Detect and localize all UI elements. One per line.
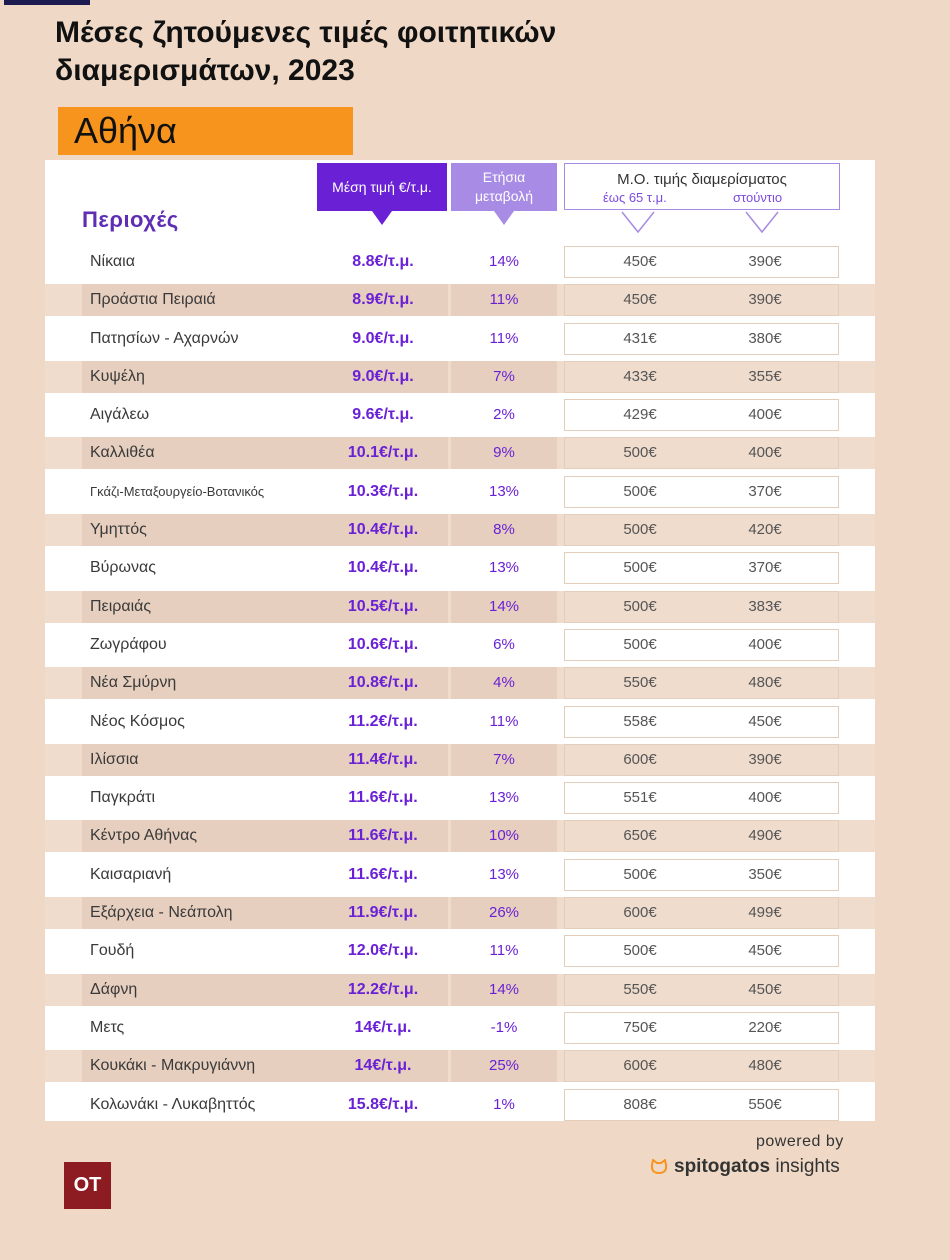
table-row <box>45 550 875 588</box>
header-change <box>451 163 557 211</box>
cell-price: 8.8€/τ.μ. <box>352 253 414 270</box>
cell-price: 11.4€/τ.μ. <box>348 750 418 768</box>
cell-change: 14% <box>488 597 520 615</box>
table-row <box>45 1010 875 1048</box>
cell-change: 8% <box>493 521 515 539</box>
cell-change: 11% <box>489 329 519 347</box>
cell-studio: 390€ <box>748 253 782 270</box>
header-price-pointer <box>372 211 392 225</box>
cell-studio: 350€ <box>748 865 782 883</box>
cell-area: Παγκράτι <box>90 789 156 807</box>
cell-price: 10.4€/τ.μ. <box>347 559 419 577</box>
cell-price: 10.6€/τ.μ. <box>347 635 419 653</box>
cell-price: 10.4€/τ.μ. <box>347 521 419 539</box>
table-row <box>45 397 875 435</box>
cell-studio: 400€ <box>748 789 782 807</box>
cell-price: 10.8€/τ.μ. <box>347 674 419 692</box>
table-row <box>45 818 875 856</box>
cell-area: Κουκάκι - Μακρυγιάννη <box>90 1057 256 1075</box>
cell-change: 1% <box>493 1095 515 1113</box>
cell-change: 4% <box>493 674 515 692</box>
cell-price: 12.0€/τ.μ. <box>347 942 419 960</box>
cell-studio: 370€ <box>748 482 782 500</box>
cell-studio: 499€ <box>748 904 782 922</box>
cell-studio: 550€ <box>748 1095 782 1113</box>
table-row <box>45 244 875 282</box>
header-avg-upto65: έως 65 τ.μ. <box>603 190 667 205</box>
cell-upto65: 500€ <box>623 942 657 960</box>
cell-studio: 355€ <box>748 367 782 385</box>
cell-price: 10.5€/τ.μ. <box>347 597 419 615</box>
cell-price: 15.8€/τ.μ. <box>347 1095 419 1113</box>
cell-upto65: 600€ <box>623 1057 657 1075</box>
table-row <box>45 512 875 550</box>
cell-area: Εξάρχεια - Νεάπολη <box>90 904 233 922</box>
cell-upto65: 600€ <box>623 750 657 768</box>
cell-area: Βύρωνας <box>90 559 156 577</box>
header-change-line2: μεταβολή <box>474 188 534 204</box>
cell-area: Κέντρο Αθήνας <box>90 827 198 845</box>
brand-bold: spitogatos <box>674 1156 771 1177</box>
header-price: Μέση τιμή €/τ.μ. <box>317 163 447 211</box>
cell-area: Ιλίσσια <box>90 750 139 768</box>
cell-change: 11% <box>489 712 519 730</box>
table-row <box>45 972 875 1010</box>
cell-price: 14€/τ.μ. <box>354 1057 412 1075</box>
cell-area: Δάφνη <box>90 980 138 998</box>
cell-upto65: 600€ <box>623 904 657 922</box>
cell-change: 25% <box>488 1057 520 1075</box>
cell-studio: 480€ <box>748 674 782 692</box>
cell-studio: 390€ <box>748 750 782 768</box>
cell-upto65: 558€ <box>623 712 657 730</box>
table-row <box>45 282 875 320</box>
table-row <box>45 857 875 895</box>
table-row <box>45 627 875 665</box>
cell-price: 9.0€/τ.μ. <box>352 367 414 385</box>
cell-studio: 370€ <box>748 559 782 577</box>
cell-change: 7% <box>493 367 515 385</box>
cell-upto65: 433€ <box>623 367 657 385</box>
cell-area: Κολωνάκι - Λυκαβηττός <box>90 1095 256 1113</box>
cell-upto65: 500€ <box>623 597 657 615</box>
cell-studio: 400€ <box>748 444 782 462</box>
cell-change: 13% <box>488 482 520 500</box>
cell-upto65: 550€ <box>623 980 657 998</box>
cell-upto65: 500€ <box>623 444 657 462</box>
cell-upto65: 500€ <box>623 865 657 883</box>
cell-upto65: 431€ <box>623 329 657 347</box>
table-row <box>45 359 875 397</box>
table-row <box>45 895 875 933</box>
cell-studio: 383€ <box>748 597 782 615</box>
table-row <box>45 933 875 971</box>
cell-change: 13% <box>488 559 520 577</box>
header-avg <box>564 163 840 210</box>
cell-price: 8.9€/τ.μ. <box>352 291 414 309</box>
cell-area: Νέα Σμύρνη <box>90 674 177 692</box>
cell-studio: 450€ <box>748 712 782 730</box>
cell-studio: 390€ <box>748 291 782 309</box>
cell-change: 11% <box>489 942 519 960</box>
table-row <box>45 1087 875 1125</box>
cell-area: Αιγάλεω <box>90 406 150 424</box>
table-row <box>45 321 875 359</box>
cell-upto65: 650€ <box>623 827 657 845</box>
cell-upto65: 500€ <box>623 482 657 500</box>
cell-change: 10% <box>488 827 520 845</box>
cell-change: 26% <box>488 904 520 922</box>
cell-area: Προάστια Πειραιά <box>90 291 216 309</box>
cell-area: Ζωγράφου <box>90 635 167 653</box>
header-region: Περιοχές <box>82 207 179 232</box>
table-row <box>45 665 875 703</box>
cell-upto65: 500€ <box>623 635 657 653</box>
cell-change: -1% <box>490 1018 518 1036</box>
header-avg-studio: στούντιο <box>733 190 783 205</box>
cell-price: 12.2€/τ.μ. <box>347 980 419 998</box>
cell-change: 7% <box>493 750 515 768</box>
table-row <box>45 474 875 512</box>
cell-price: 11.6€/τ.μ. <box>348 827 418 845</box>
brand-logo <box>650 1156 840 1178</box>
cell-price: 11.2€/τ.μ. <box>348 712 418 730</box>
table-row <box>45 1048 875 1086</box>
header-avg-title: Μ.Ο. τιμής διαμερίσματος <box>617 171 787 188</box>
cell-studio: 400€ <box>748 406 782 424</box>
cell-change: 2% <box>493 406 515 424</box>
cell-upto65: 450€ <box>623 253 657 270</box>
cell-upto65: 808€ <box>623 1095 657 1113</box>
cell-upto65: 551€ <box>623 789 657 807</box>
cell-change: 14% <box>488 980 520 998</box>
cell-area: Καισαριανή <box>90 865 172 883</box>
city-label: Αθήνα <box>58 107 353 155</box>
cell-studio: 450€ <box>748 942 782 960</box>
powered-by-label: powered by <box>756 1133 844 1150</box>
cell-change: 13% <box>488 789 520 807</box>
cell-studio: 450€ <box>748 980 782 998</box>
ot-logo: OT <box>64 1162 111 1209</box>
cell-area: Πατησίων - Αχαρνών <box>90 329 239 347</box>
cell-area: Νίκαια <box>90 253 135 270</box>
cell-studio: 220€ <box>748 1018 782 1036</box>
cell-area: Μετς <box>90 1018 125 1036</box>
table-row <box>45 780 875 818</box>
cell-area: Καλλιθέα <box>90 444 155 462</box>
header-change-line1: Ετήσια <box>482 169 526 185</box>
cell-upto65: 500€ <box>623 559 657 577</box>
cell-area: Κυψέλη <box>90 367 145 385</box>
table-row <box>45 704 875 742</box>
page-title: Μέσες ζητούμενες τιμές φοιτητικών διαμερισμάτων, 2023 <box>55 16 557 87</box>
cell-change: 14% <box>488 253 520 270</box>
cat-logo-icon <box>650 1159 668 1175</box>
table-body <box>45 244 875 1125</box>
header-avg-pointers <box>620 210 820 236</box>
cell-price: 10.3€/τ.μ. <box>347 482 419 500</box>
cell-upto65: 500€ <box>623 521 657 539</box>
cell-area: Γουδή <box>90 942 135 960</box>
cell-change: 11% <box>489 291 519 309</box>
table-row <box>45 742 875 780</box>
table-row <box>45 435 875 473</box>
cell-price: 9.0€/τ.μ. <box>352 329 414 347</box>
cell-price: 9.6€/τ.μ. <box>352 406 414 424</box>
top-accent-line <box>4 0 90 5</box>
cell-change: 6% <box>493 635 515 653</box>
cell-studio: 400€ <box>748 635 782 653</box>
cell-price: 10.1€/τ.μ. <box>347 444 419 462</box>
cell-price: 11.6€/τ.μ. <box>348 789 418 807</box>
cell-area: Υμηττός <box>90 521 147 539</box>
cell-change: 9% <box>493 444 515 462</box>
header-change-pointer <box>494 211 514 225</box>
cell-upto65: 550€ <box>623 674 657 692</box>
cell-upto65: 750€ <box>623 1018 657 1036</box>
cell-area: Πειραιάς <box>90 597 152 615</box>
cell-change: 13% <box>488 865 520 883</box>
cell-upto65: 429€ <box>623 406 657 424</box>
cell-studio: 480€ <box>748 1057 782 1075</box>
cell-area: Γκάζι-Μεταξουργείο-Βοτανικός <box>90 483 265 499</box>
brand-light: insights <box>770 1156 840 1177</box>
cell-price: 11.6€/τ.μ. <box>348 865 418 883</box>
cell-price: 11.9€/τ.μ. <box>348 904 418 922</box>
cell-price: 14€/τ.μ. <box>354 1018 412 1036</box>
cell-studio: 490€ <box>748 827 782 845</box>
cell-upto65: 450€ <box>623 291 657 309</box>
cell-studio: 420€ <box>748 521 782 539</box>
cell-area: Νέος Κόσμος <box>90 712 185 730</box>
table-row <box>45 589 875 627</box>
cell-studio: 380€ <box>748 329 782 347</box>
